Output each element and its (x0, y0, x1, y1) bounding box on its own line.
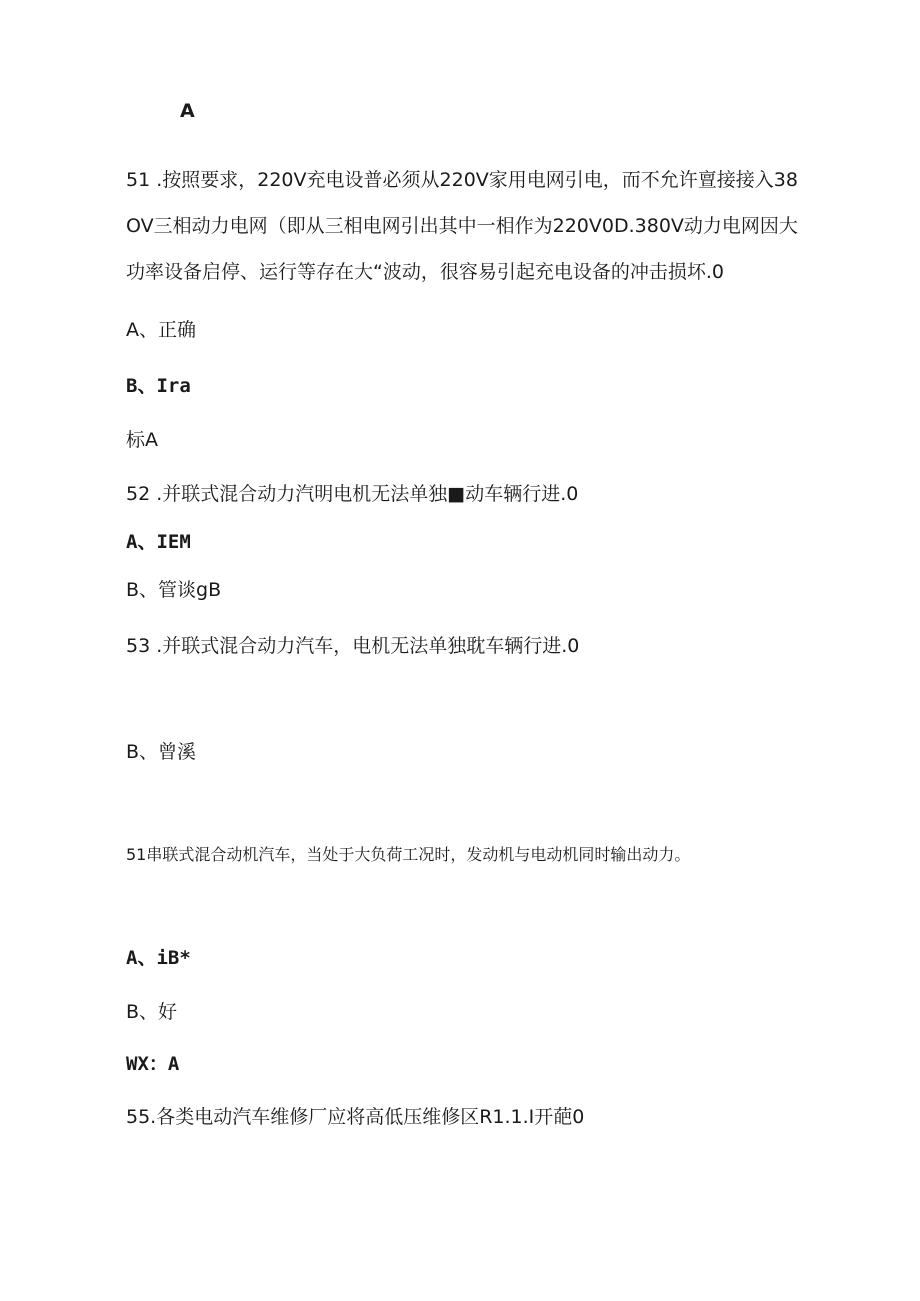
question-51-option-a: A、正确 (126, 319, 196, 341)
question-51-answer: 标A (126, 429, 158, 451)
question-51-line-1: 51 .按照要求，220V充电设普必须从220V家用电网引电，而不允许亶接接入38 (126, 169, 798, 191)
question-53-option-b: B、曾溪 (126, 741, 197, 763)
question-53-text: 53 .并联式混合动力汽车，电机无法单独耽车辆行进.0 (126, 635, 580, 657)
question-54-option-b: B、好 (126, 1001, 178, 1023)
question-54-answer: WX：A (126, 1053, 180, 1075)
question-54-text: 51串联式混合动机汽车，当处于大负荷工况时，发动机与电动机同时输出动力。 (126, 845, 691, 864)
question-52-option-a: A、IEM (126, 531, 191, 553)
question-52-text: 52 .并联式混合动力汽明电机无法单独■动车辆行进.0 (126, 483, 579, 505)
question-55-text: 55.各类电动汽车维修厂应将高低压维修区R1.1.I开葩0 (126, 1106, 585, 1128)
question-54-option-a: A、iB* (126, 947, 191, 969)
question-51-option-b: B、Ira (126, 375, 191, 397)
question-51-line-3: 功率设备启停、运行等存在大“波动，很容易引起充电设备的冲击损坏.0 (126, 261, 724, 283)
question-51-line-2: OV三相动力电网（即从三相电网引出其中一相作为220V0D.380V动力电网因大 (126, 215, 798, 237)
question-52-option-b: B、管谈gB (126, 579, 222, 601)
previous-answer: A (180, 100, 195, 122)
